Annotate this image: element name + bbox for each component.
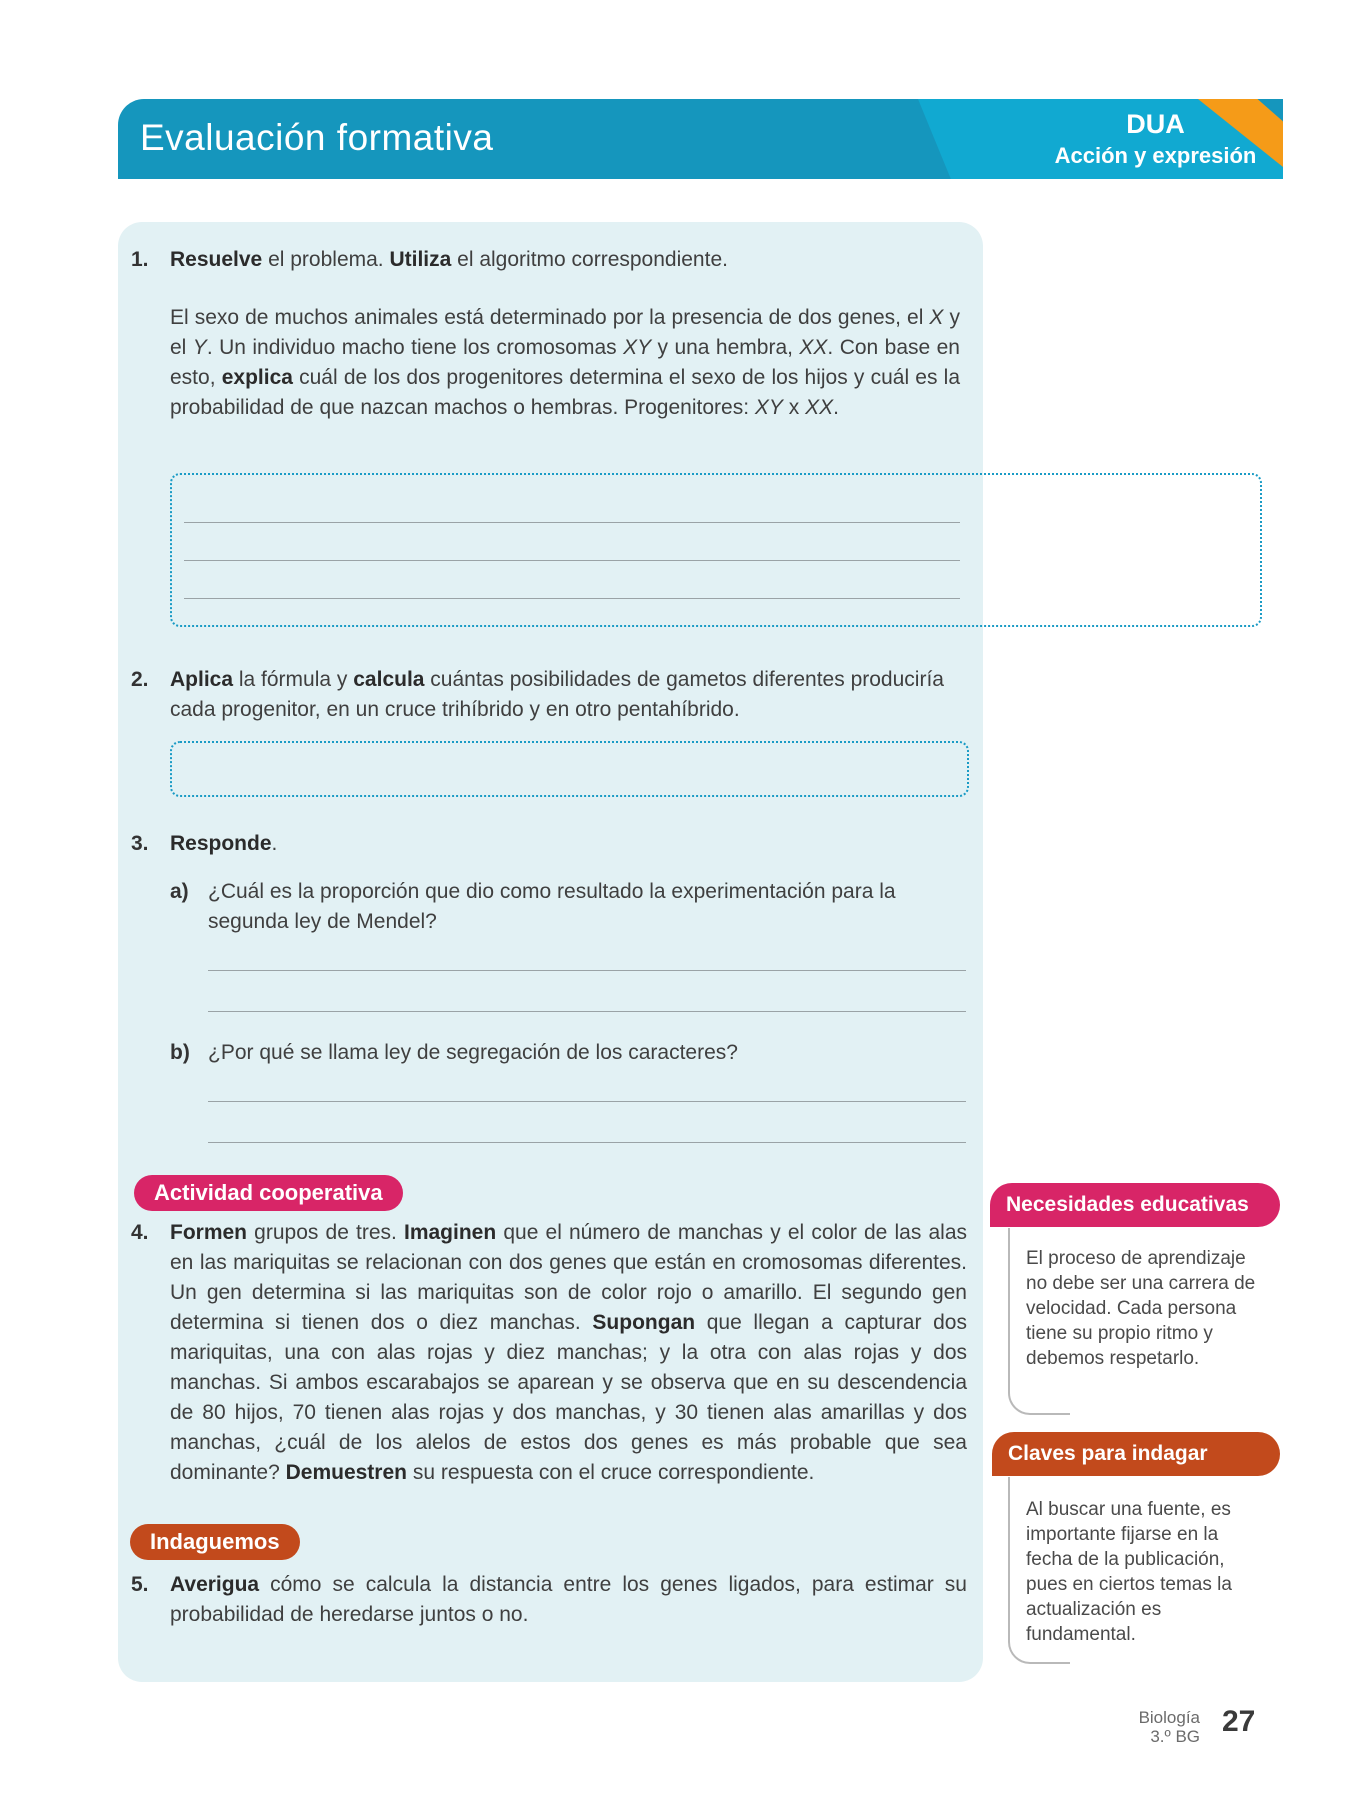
cooperative-activity-badge: Actividad cooperativa bbox=[134, 1175, 403, 1211]
q3a-answer-line[interactable] bbox=[208, 1011, 966, 1012]
q3b-text: ¿Por qué se llama ley de segregación de los caracteres? bbox=[208, 1041, 738, 1064]
q3b-label: b) bbox=[170, 1041, 190, 1064]
inquiry-badge: Indaguemos bbox=[130, 1524, 300, 1560]
question-3-number: 3. bbox=[131, 832, 149, 855]
q1-verb-explica: explica bbox=[221, 366, 293, 389]
page-number: 27 bbox=[1222, 1705, 1256, 1738]
question-1-instruction: Resuelve el problema. Utiliza el algoritmo correspondiente. bbox=[170, 248, 728, 271]
inquiry-keys-text: Al buscar una fuente, es importante fijarse en la fecha de la publicación, pues en ciertos temas la actualización es fundamental. bbox=[1026, 1499, 1232, 1645]
q1-answer-line[interactable] bbox=[184, 522, 960, 523]
question-4-number: 4. bbox=[131, 1221, 149, 1244]
dua-subtitle: Acción y expresión bbox=[1054, 143, 1257, 168]
question-5-text: Averigua cómo se calcula la distancia entre los genes ligados, para estimar su probabilidad de heredarse juntos o no. bbox=[170, 1573, 967, 1626]
q3a-answer-line[interactable] bbox=[208, 970, 966, 971]
educational-needs-tab: Necesidades educativas bbox=[990, 1183, 1280, 1227]
question-1-number: 1. bbox=[131, 248, 149, 271]
question-5-number: 5. bbox=[131, 1573, 149, 1596]
q3a-label: a) bbox=[170, 880, 189, 903]
q3-verb-responde: Responde bbox=[170, 832, 272, 855]
dua-title: DUA bbox=[1126, 109, 1185, 139]
inquiry-keys-tab: Claves para indagar bbox=[992, 1432, 1280, 1476]
section-header bbox=[118, 99, 1283, 179]
educational-needs-text: El proceso de aprendizaje no debe ser una carrera de velocidad. Cada persona tiene su propio ritmo y debemos respetarlo. bbox=[1026, 1248, 1256, 1369]
footer-subject bbox=[1100, 1708, 1200, 1746]
footer-grade: 3.º BG bbox=[1150, 1727, 1200, 1746]
q1-verb-resuelve: Resuelve bbox=[170, 248, 263, 271]
q3b-answer-line[interactable] bbox=[208, 1142, 966, 1143]
q2-answer-box[interactable] bbox=[170, 741, 969, 797]
q5-verb-averigua: Averigua bbox=[170, 1573, 260, 1596]
question-1-problem: El sexo de muchos animales está determinado por la presencia de dos genes, el X y el Y. Un individuo macho tiene los cromosomas XY y una hembra, XX. Con base en esto, explica cuál de los dos progenitores determina el sexo de los hijos y cuál es la probabilidad de que nazcan machos o hembras. Progenitores: XY x XX. bbox=[170, 306, 960, 419]
question-2-number: 2. bbox=[131, 668, 149, 691]
footer-subject-name: Biología bbox=[1138, 1708, 1200, 1727]
q1-answer-box[interactable] bbox=[170, 473, 1262, 627]
q1-verb-utiliza: Utiliza bbox=[389, 248, 452, 271]
q2-verb-calcula: calcula bbox=[353, 668, 425, 691]
question-3-instruction: Responde. bbox=[170, 832, 278, 855]
question-2-text: Aplica la fórmula y calcula cuántas posibilidades de gametos diferentes produciría cada progenitor, en un cruce trihíbrido y en otro pentahíbrido. bbox=[170, 668, 944, 721]
q1-answer-line[interactable] bbox=[184, 560, 960, 561]
q2-verb-aplica: Aplica bbox=[170, 668, 234, 691]
question-4-text: Formen grupos de tres. Imaginen que el número de manchas y el color de las alas en las mariquitas se relacionan con dos genes que están en cromosomas diferentes. Un gen determina si las mariquitas son de color rojo o amarillo. El segundo gen determina si tienen dos o diez manchas. Supongan que llegan a capturar dos mariquitas, una con alas rojas y diez manchas; y la otra con alas rojas y dos manchas. Si ambos escarabajos se aparean y se observa que en su descendencia de 80 hijos, 70 tienen alas rojas y dos manchas, y 30 tienen alas amarillas y dos manchas, ¿cuál de los alelos de estos dos genes es más probable que sea dominante? Demuestren su respuesta con el cruce correspondiente. bbox=[170, 1221, 968, 1484]
q3a-text: ¿Cuál es la proporción que dio como resultado la experimentación para la segunda ley de Mendel? bbox=[208, 880, 896, 933]
q3b-answer-line[interactable] bbox=[208, 1101, 966, 1102]
q1-answer-line[interactable] bbox=[184, 598, 960, 599]
page-title: Evaluación formativa bbox=[140, 117, 494, 158]
